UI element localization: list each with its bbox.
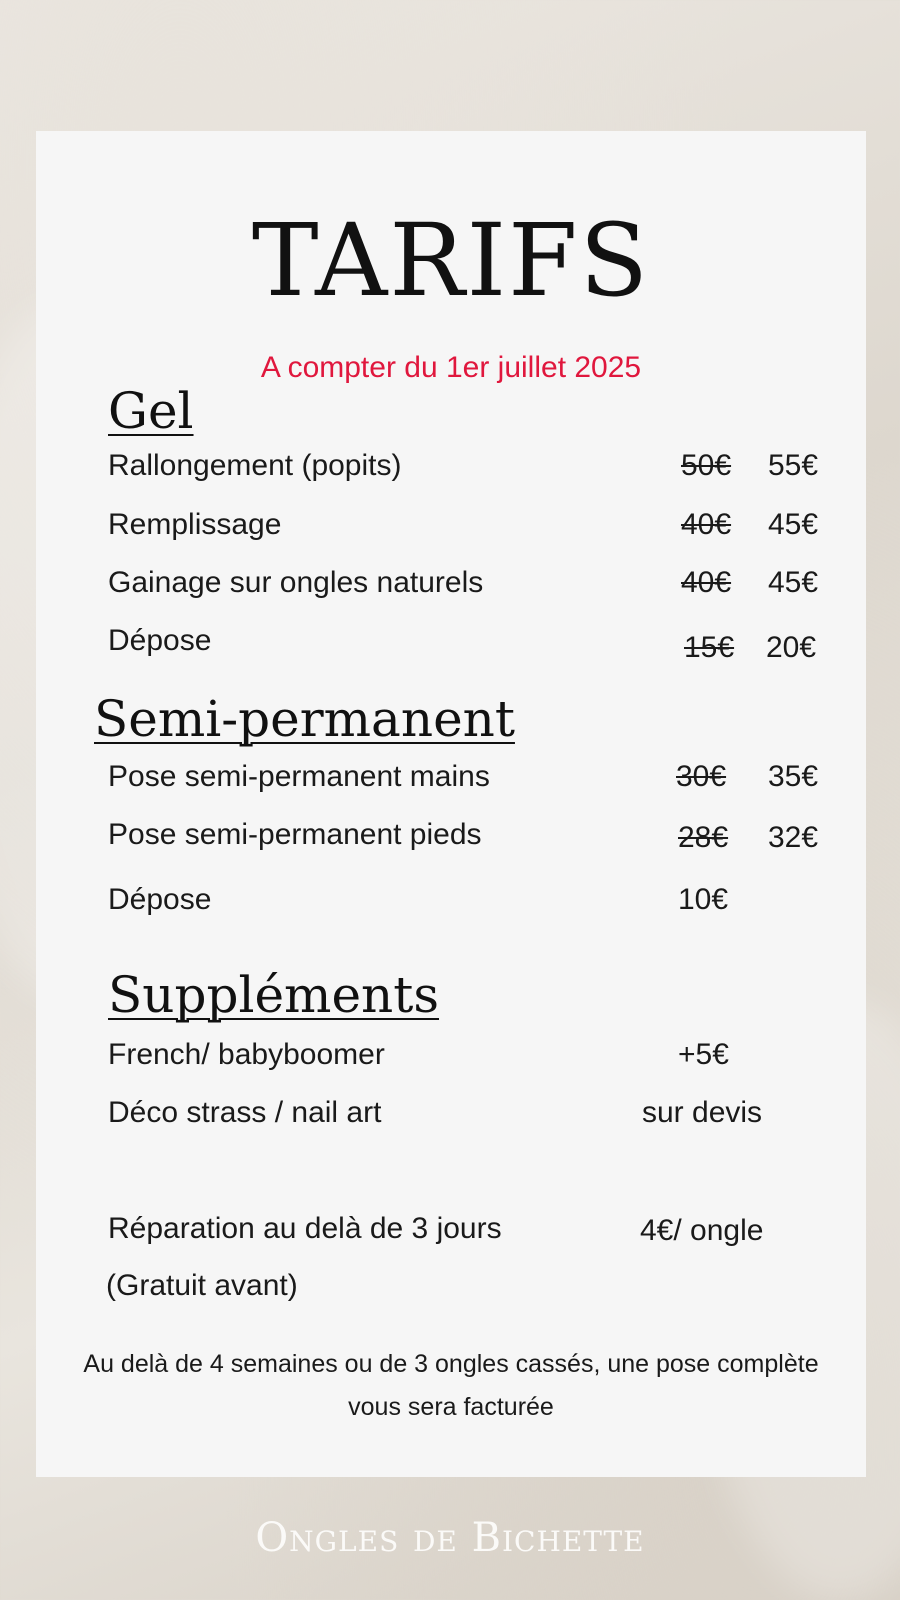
- note-label: (Gratuit avant): [106, 1269, 298, 1302]
- list-item-label: Gainage sur ongles naturels: [108, 566, 484, 599]
- old-price: 40€: [681, 508, 732, 541]
- price: +5€: [678, 1038, 729, 1071]
- list-item-label: Rallongement (popits): [108, 449, 402, 482]
- new-price: 35€: [768, 760, 819, 793]
- list-item-label: Remplissage: [108, 508, 282, 541]
- section-title-semi-permanent: Semi-permanent: [94, 690, 515, 748]
- new-price: 45€: [768, 508, 819, 541]
- page-title: TARIFS: [251, 202, 651, 319]
- brand-name: Ongles de Bichette: [255, 1515, 645, 1561]
- old-price: 30€: [676, 760, 727, 793]
- effective-date: A compter du 1er juillet 2025: [260, 351, 642, 384]
- list-item-label: Réparation au delà de 3 jours: [108, 1212, 502, 1245]
- new-price: 32€: [768, 821, 819, 854]
- list-item-label: Dépose: [108, 624, 212, 657]
- price: 4€/ ongle: [640, 1214, 764, 1247]
- list-item-label: Déco strass / nail art: [108, 1096, 382, 1129]
- new-price: 45€: [768, 566, 819, 599]
- price-card: [36, 131, 866, 1477]
- new-price: 20€: [766, 631, 817, 664]
- list-item-label: Pose semi-permanent pieds: [108, 818, 482, 851]
- old-price: 40€: [681, 566, 732, 599]
- price: 10€: [678, 883, 729, 916]
- price: sur devis: [642, 1096, 763, 1129]
- old-price: 15€: [684, 631, 735, 664]
- section-title-gel: Gel: [108, 382, 194, 440]
- list-item-label: French/ babyboomer: [108, 1038, 385, 1071]
- list-item-label: Pose semi-permanent mains: [108, 760, 490, 793]
- old-price: 50€: [681, 449, 732, 482]
- new-price: 55€: [768, 449, 819, 482]
- section-title-supplements: Suppléments: [108, 966, 440, 1024]
- list-item-label: Dépose: [108, 883, 212, 916]
- old-price: 28€: [678, 821, 729, 854]
- footnote: Au delà de 4 semaines ou de 3 ongles cassés, une pose complète vous sera facturée: [83, 1350, 819, 1421]
